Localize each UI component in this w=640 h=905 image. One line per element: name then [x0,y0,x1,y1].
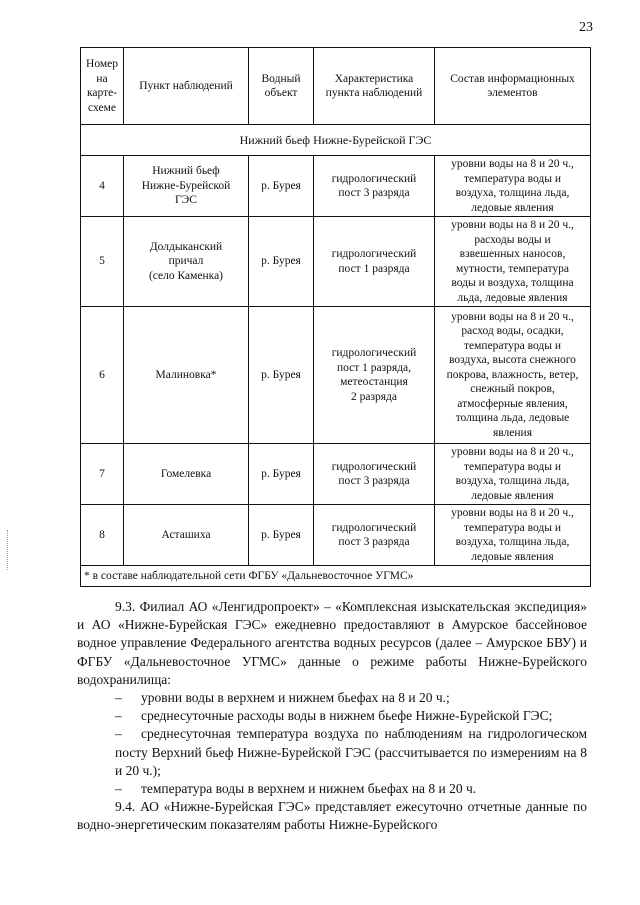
table-footnote: * в составе наблюдательной сети ФГБУ «Дальневосточное УГМС» [81,566,591,587]
cell-water: р. Бурея [249,217,314,307]
cell-number: 8 [81,505,124,566]
list-item [77,689,587,707]
table-row [81,217,591,307]
cell-water: р. Бурея [249,505,314,566]
table-row [81,505,591,566]
paragraph-9-4: 9.4. АО «Нижне-Бурейская ГЭС» представляет ежесуточно отчетные данные по водно-энергетическим показателям работы Нижне-Бурейского [77,799,587,833]
dash-mark: – [115,690,122,706]
body-text [77,598,587,835]
cell-characteristic: гидрологический пост 3 разряда [314,444,435,505]
table-row [81,444,591,505]
list-item-text: уровни воды в верхнем и нижнем бьефах на 8 и 20 ч.; [141,690,450,706]
header-number: Номер на карте- схеме [81,48,124,125]
cell-number: 7 [81,444,124,505]
list-item [77,780,587,798]
cell-characteristic: гидрологический пост 3 разряда [314,156,435,217]
table-row [81,307,591,444]
cell-water: р. Бурея [249,444,314,505]
section-title-row [81,125,591,156]
table-header-row [81,48,591,125]
cell-point: Асташиха [124,505,249,566]
scan-edge-marks [7,530,10,570]
table-row [81,156,591,217]
cell-composition: уровни воды на 8 и 20 ч., расходы воды и взвешенных наносов, мутности, температура воды и воздуха, толщина льда, ледовые явления [435,217,591,307]
header-water: Водный объект [249,48,314,125]
list-item-text: температура воды в верхнем и нижнем бьефах на 8 и 20 ч. [141,781,477,797]
cell-composition: уровни воды на 8 и 20 ч., расход воды, осадки, температура воды и воздуха, высота снежного покрова, влажность, ветер, снежный покров, атмосферные явления, толщина льда, ледовые явления [435,307,591,444]
cell-composition: уровни воды на 8 и 20 ч., температура воды и воздуха, толщина льда, ледовые явления [435,505,591,566]
cell-water: р. Бурея [249,156,314,217]
list-item [77,725,587,780]
cell-water: р. Бурея [249,307,314,444]
header-composition: Состав информационных элементов [435,48,591,125]
cell-characteristic: гидрологический пост 1 разряда, метеостанция 2 разряда [314,307,435,444]
footnote-row [81,566,591,587]
cell-composition: уровни воды на 8 и 20 ч., температура воды и воздуха, толщина льда, ледовые явления [435,156,591,217]
header-characteristic: Характеристика пункта наблюдений [314,48,435,125]
header-point: Пункт наблюдений [124,48,249,125]
dash-mark: – [115,781,122,797]
cell-composition: уровни воды на 8 и 20 ч., температура воды и воздуха, толщина льда, ледовые явления [435,444,591,505]
cell-point: Долдыканский причал (село Каменка) [124,217,249,307]
cell-characteristic: гидрологический пост 1 разряда [314,217,435,307]
list-item-text: среднесуточные расходы воды в нижнем бьефе Нижне-Бурейской ГЭС; [141,708,553,724]
cell-number: 5 [81,217,124,307]
cell-point: Нижний бьеф Нижне-Бурейской ГЭС [124,156,249,217]
list-item [77,707,587,725]
list-item-text: среднесуточная температура воздуха по наблюдениям на гидрологическом посту Верхний бьеф Нижне-Бурейской ГЭС (рассчитывается по измерениям на 8 и 20 ч.); [115,726,587,778]
cell-point: Гомелевка [124,444,249,505]
observation-points-table [80,47,591,587]
page-number: 23 [579,20,593,35]
cell-number: 4 [81,156,124,217]
dash-mark: – [115,726,122,742]
paragraph-9-3: 9.3. Филиал АО «Ленгидропроект» – «Комплексная изыскательская экспедиция» и АО «Нижне-Бурейская ГЭС» ежедневно предоставляют в Амурское бассейновое водное управление Федерального агентства водных ресурсов (далее – Амурское БВУ) и ФГБУ «Дальневосточное УГМС» данные о режиме работы Нижне-Бурейского водохранилища: [77,599,587,687]
cell-number: 6 [81,307,124,444]
dash-mark: – [115,708,122,724]
cell-characteristic: гидрологический пост 3 разряда [314,505,435,566]
cell-point: Малиновка* [124,307,249,444]
section-title: Нижний бьеф Нижне-Бурейской ГЭС [81,125,591,156]
